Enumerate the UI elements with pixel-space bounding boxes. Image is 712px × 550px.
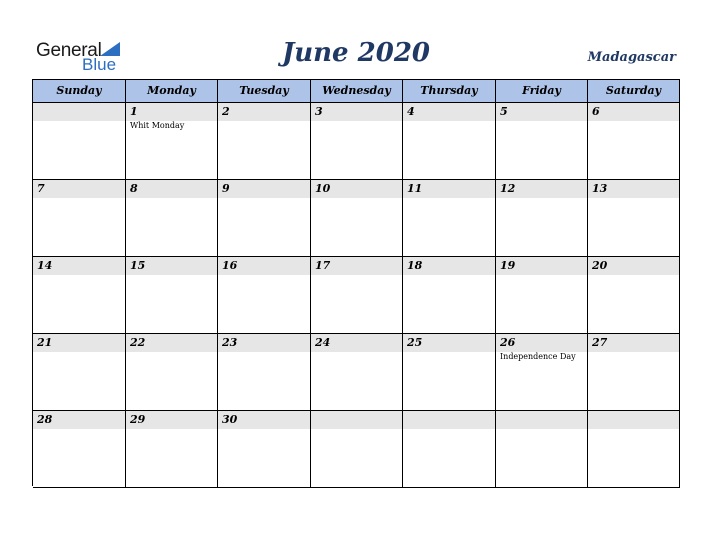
day-cell	[496, 257, 588, 334]
day-number-band	[588, 103, 679, 121]
day-cell	[311, 103, 403, 180]
day-cell	[311, 180, 403, 257]
weekday-header-row	[33, 80, 680, 103]
holiday-label: Whit Monday	[130, 121, 185, 130]
day-cell	[588, 257, 680, 334]
day-number: 9	[222, 182, 230, 195]
day-number: 1	[130, 105, 138, 118]
day-number: 25	[407, 336, 423, 349]
day-cell	[588, 103, 680, 180]
day-cell	[218, 103, 311, 180]
day-number: 30	[222, 413, 238, 426]
day-number: 12	[500, 182, 516, 195]
day-number: 19	[500, 259, 516, 272]
weekday-header: Tuesday	[218, 80, 311, 103]
holiday-label: Independence Day	[500, 352, 576, 361]
week-row	[33, 180, 680, 257]
day-number-band	[126, 180, 217, 198]
day-cell	[403, 103, 496, 180]
day-cell	[311, 334, 403, 411]
day-number: 17	[315, 259, 331, 272]
day-number: 8	[130, 182, 138, 195]
week-row	[33, 257, 680, 334]
day-number-band	[126, 103, 217, 121]
day-number-band	[403, 103, 495, 121]
day-number: 13	[592, 182, 608, 195]
day-number-band	[496, 103, 587, 121]
day-number: 4	[407, 105, 415, 118]
day-number: 14	[37, 259, 53, 272]
day-number-band	[403, 411, 495, 429]
day-cell	[496, 103, 588, 180]
day-number: 24	[315, 336, 331, 349]
day-number-band	[218, 180, 310, 198]
day-number-band	[311, 411, 402, 429]
day-number-band	[33, 103, 125, 121]
day-cell	[33, 411, 126, 488]
day-cell	[218, 411, 311, 488]
day-cell	[33, 257, 126, 334]
day-number: 7	[37, 182, 45, 195]
calendar-title: June 2020	[281, 38, 431, 68]
day-cell	[218, 180, 311, 257]
weekday-header: Sunday	[33, 80, 126, 103]
day-number: 5	[500, 105, 508, 118]
day-number: 6	[592, 105, 600, 118]
calendar-weeks	[33, 103, 680, 488]
day-number: 2	[222, 105, 230, 118]
day-cell	[126, 334, 218, 411]
day-cell	[33, 103, 126, 180]
day-cell	[403, 257, 496, 334]
day-cell	[33, 334, 126, 411]
day-number: 11	[407, 182, 423, 195]
day-number: 3	[315, 105, 323, 118]
weekday-header: Friday	[496, 80, 588, 103]
day-number: 21	[37, 336, 53, 349]
week-row	[33, 334, 680, 411]
logo-word-blue: Blue	[82, 55, 117, 74]
day-cell	[403, 411, 496, 488]
day-cell	[218, 257, 311, 334]
day-number: 26	[500, 336, 516, 349]
day-number: 20	[592, 259, 608, 272]
day-number: 23	[222, 336, 238, 349]
day-cell	[588, 334, 680, 411]
weekday-header: Wednesday	[311, 80, 403, 103]
day-cell	[496, 411, 588, 488]
day-cell	[403, 334, 496, 411]
weekday-header: Monday	[126, 80, 218, 103]
day-number: 29	[130, 413, 146, 426]
day-cell	[588, 411, 680, 488]
day-number-band	[496, 411, 587, 429]
weekday-header: Thursday	[403, 80, 496, 103]
day-cell	[311, 257, 403, 334]
day-number: 18	[407, 259, 423, 272]
day-cell	[126, 103, 218, 180]
day-number: 22	[130, 336, 146, 349]
logo-word-general: General	[36, 40, 102, 61]
calendar-grid	[32, 79, 680, 486]
day-number: 28	[37, 413, 53, 426]
day-cell	[126, 180, 218, 257]
day-number-band	[311, 103, 402, 121]
week-row	[33, 411, 680, 488]
day-number-band	[218, 103, 310, 121]
day-cell	[126, 411, 218, 488]
day-number-band	[588, 411, 679, 429]
day-number: 16	[222, 259, 238, 272]
day-number: 15	[130, 259, 146, 272]
day-cell	[311, 411, 403, 488]
day-cell	[588, 180, 680, 257]
day-number: 10	[315, 182, 331, 195]
day-cell	[496, 334, 588, 411]
country-name: Madagascar	[587, 50, 676, 65]
day-cell	[403, 180, 496, 257]
day-cell	[33, 180, 126, 257]
day-cell	[126, 257, 218, 334]
day-number: 27	[592, 336, 608, 349]
week-row	[33, 103, 680, 180]
day-cell	[218, 334, 311, 411]
weekday-header: Saturday	[588, 80, 680, 103]
day-number-band	[33, 180, 125, 198]
day-cell	[496, 180, 588, 257]
